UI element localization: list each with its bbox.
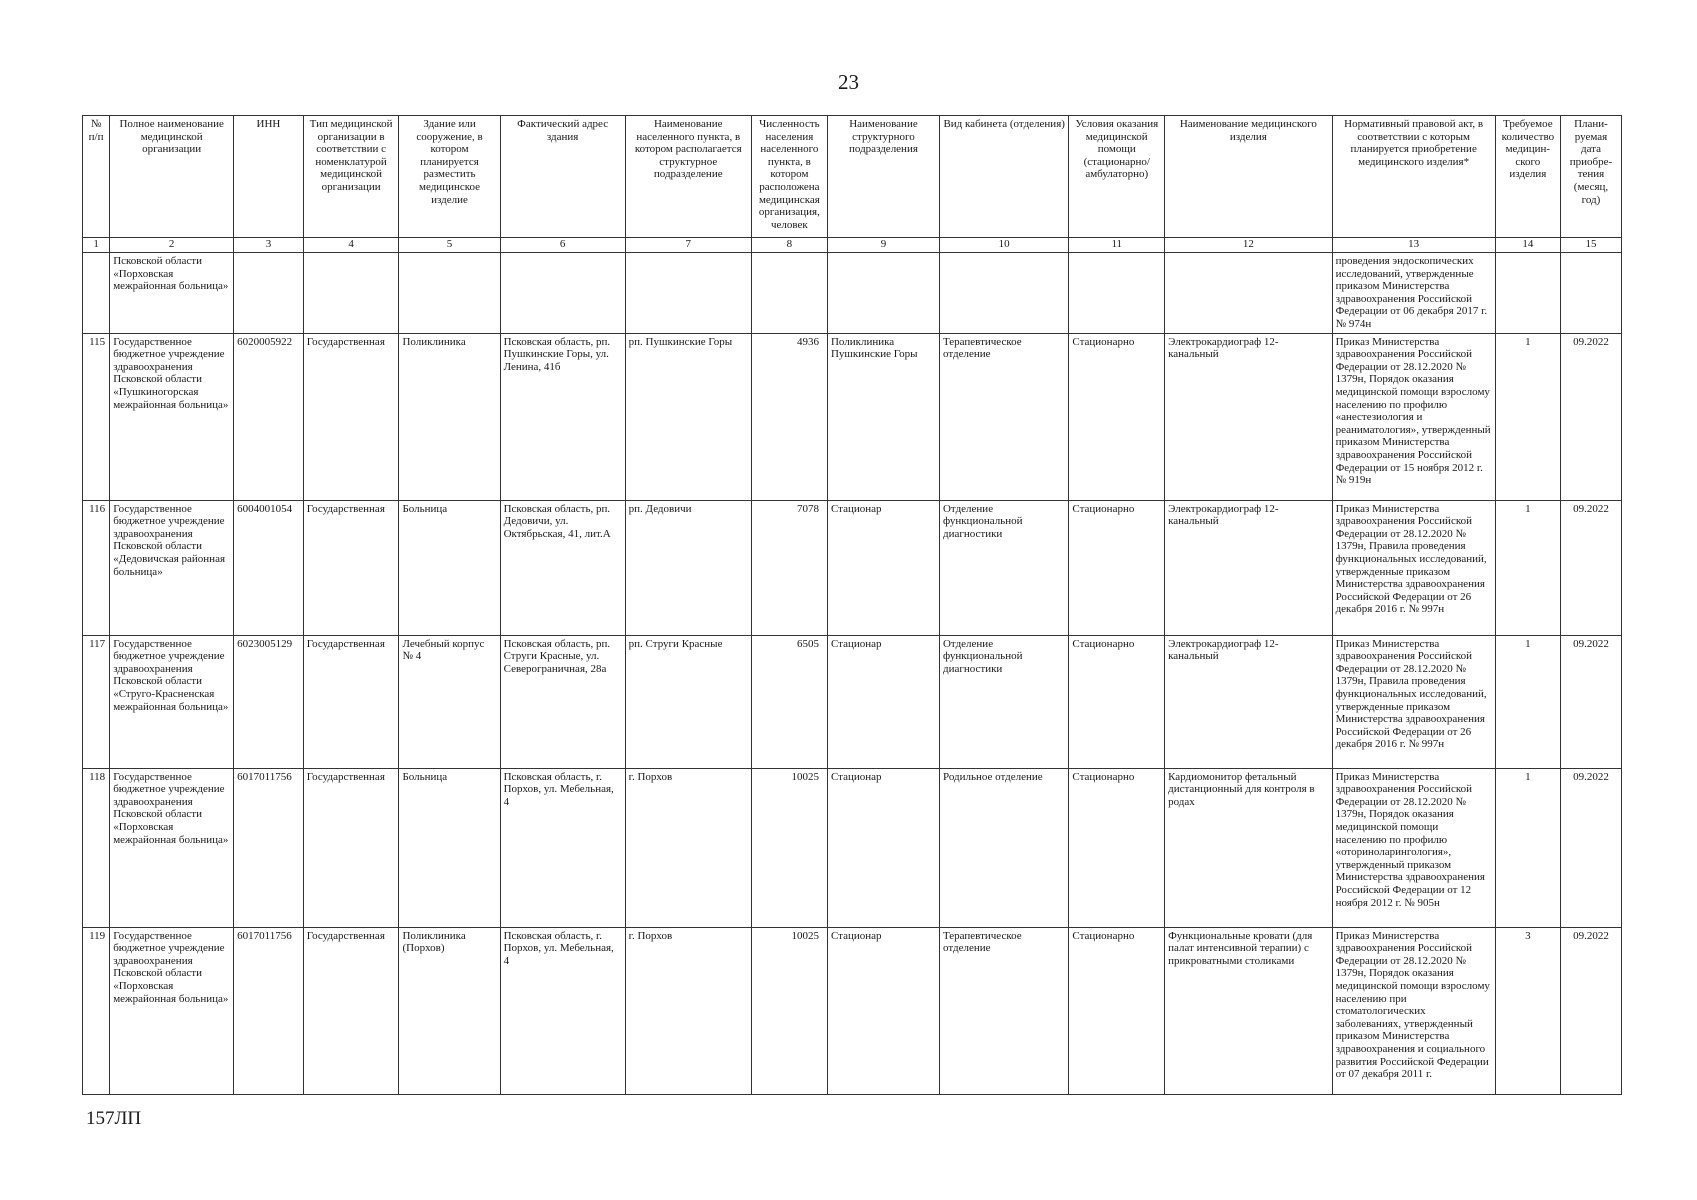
cell-population: 7078 (751, 500, 827, 635)
cell-building: Лечебный корпус № 4 (399, 635, 500, 768)
cell-conditions (1069, 253, 1165, 334)
cell-number: 115 (83, 333, 110, 500)
cell-type: Государственная (303, 635, 399, 768)
cell-type: Государственная (303, 768, 399, 927)
cell-organization: Государственное бюджетное учреждение здравоохранения Псковской области «Порховская межрайонная больница» (110, 927, 234, 1094)
cell-date: 09.2022 (1560, 768, 1621, 927)
cell-device: Электрокардиограф 12-канальный (1165, 333, 1332, 500)
medical-equipment-table (82, 115, 1622, 1095)
cell-quantity: 1 (1495, 500, 1560, 635)
cell-date (1560, 253, 1621, 334)
cell-conditions: Стационарно (1069, 500, 1165, 635)
cell-inn: 6023005129 (234, 635, 304, 768)
cell-legal-act: Приказ Министерства здравоохранения Российской Федерации от 28.12.2020 № 1379н, Порядок оказания медицинской помощи взрослому населению при стоматологических заболеваниях, утвержденный приказом Министерства здравоохранения и социального развития Российской Федерации от 07 декабря 2011 г. (1332, 927, 1495, 1094)
column-header: Требуемое количество медицин-ского изделия (1495, 116, 1560, 238)
cell-inn: 6017011756 (234, 768, 304, 927)
cell-quantity: 3 (1495, 927, 1560, 1094)
table-row (83, 768, 1622, 927)
cell-unit: Стационар (827, 635, 939, 768)
column-header: Плани-руемая дата приобре-тения (месяц, год) (1560, 116, 1621, 238)
cell-number: 118 (83, 768, 110, 927)
cell-population: 6505 (751, 635, 827, 768)
cell-organization: Псковской области «Порховская межрайонная больница» (110, 253, 234, 334)
column-number: 12 (1165, 238, 1332, 253)
cell-inn (234, 253, 304, 334)
table-row (83, 927, 1622, 1094)
cell-address: Псковская область, г. Порхов, ул. Мебельная, 4 (500, 927, 625, 1094)
table-row (83, 635, 1622, 768)
cell-locality: рп. Пушкинские Горы (625, 333, 751, 500)
cell-room (939, 253, 1068, 334)
cell-organization: Государственное бюджетное учреждение здравоохранения Псковской области «Пушкиногорская межрайонная больница» (110, 333, 234, 500)
cell-number: 119 (83, 927, 110, 1094)
cell-building: Больница (399, 768, 500, 927)
cell-quantity: 1 (1495, 333, 1560, 500)
column-header: Нормативный правовой акт, в соответствии с которым планируется приобретение медицинского изделия* (1332, 116, 1495, 238)
cell-locality: рп. Струги Красные (625, 635, 751, 768)
page-number: 23 (838, 70, 859, 94)
cell-legal-act: Приказ Министерства здравоохранения Российской Федерации от 28.12.2020 № 1379н, Правила проведения функциональных исследований, утвержденные приказом Министерства здравоохранения Российской Федерации от 26 декабря 2016 г. № 997н (1332, 635, 1495, 768)
cell-legal-act: Приказ Министерства здравоохранения Российской Федерации от 28.12.2020 № 1379н, Порядок оказания медицинской помощи населению по профилю «оториноларингология», утвержденный приказом Министерства здравоохранения Российской Федерации от 12 ноября 2012 г. № 905н (1332, 768, 1495, 927)
column-header: Наименование медицинского изделия (1165, 116, 1332, 238)
cell-device: Электрокардиограф 12-канальный (1165, 500, 1332, 635)
cell-address: Псковская область, рп. Дедовичи, ул. Октябрьская, 41, лит.А (500, 500, 625, 635)
column-number-row (83, 238, 1622, 253)
cell-conditions: Стационарно (1069, 768, 1165, 927)
column-number: 10 (939, 238, 1068, 253)
cell-conditions: Стационарно (1069, 635, 1165, 768)
column-number: 2 (110, 238, 234, 253)
document-code: 157ЛП (86, 1108, 142, 1129)
cell-population: 4936 (751, 333, 827, 500)
cell-quantity (1495, 253, 1560, 334)
cell-address: Псковская область, рп. Струги Красные, ул. Северограничная, 28а (500, 635, 625, 768)
column-header: Вид кабинета (отделения) (939, 116, 1068, 238)
cell-address (500, 253, 625, 334)
cell-organization: Государственное бюджетное учреждение здравоохранения Псковской области «Порховская межрайонная больница» (110, 768, 234, 927)
column-number: 4 (303, 238, 399, 253)
cell-legal-act: проведения эндоскопических исследований, утвержденные приказом Министерства здравоохранения Российской Федерации от 06 декабря 2017 г. № 974н (1332, 253, 1495, 334)
column-header: Наименование населенного пункта, в котором располагается структурное подразделение (625, 116, 751, 238)
column-number: 13 (1332, 238, 1495, 253)
cell-type: Государственная (303, 500, 399, 635)
header-row (83, 116, 1622, 238)
column-number: 5 (399, 238, 500, 253)
cell-date: 09.2022 (1560, 927, 1621, 1094)
column-header: Полное наименование медицинской организации (110, 116, 234, 238)
cell-organization: Государственное бюджетное учреждение здравоохранения Псковской области «Дедовичская районная больница» (110, 500, 234, 635)
cell-conditions: Стационарно (1069, 927, 1165, 1094)
cell-room: Терапевтическое отделение (939, 927, 1068, 1094)
cell-type: Государственная (303, 927, 399, 1094)
cell-room: Отделение функциональной диагностики (939, 500, 1068, 635)
cell-number: 116 (83, 500, 110, 635)
cell-device: Электрокардиограф 12-канальный (1165, 635, 1332, 768)
cell-locality: рп. Дедовичи (625, 500, 751, 635)
column-header: Наименование структурного подразделения (827, 116, 939, 238)
cell-room: Отделение функциональной диагностики (939, 635, 1068, 768)
column-number: 7 (625, 238, 751, 253)
column-header: Численность населения населенного пункта, в котором расположена медицинская организация, человек (751, 116, 827, 238)
cell-population: 10025 (751, 768, 827, 927)
cell-building: Поликлиника (399, 333, 500, 500)
cell-date: 09.2022 (1560, 500, 1621, 635)
cell-inn: 6017011756 (234, 927, 304, 1094)
cell-locality (625, 253, 751, 334)
cell-number: 117 (83, 635, 110, 768)
continuation-row (83, 253, 1622, 334)
cell-population (751, 253, 827, 334)
cell-building: Больница (399, 500, 500, 635)
cell-unit: Поликлиника Пушкинские Горы (827, 333, 939, 500)
cell-unit (827, 253, 939, 334)
cell-device (1165, 253, 1332, 334)
cell-device: Функциональные кровати (для палат интенсивной терапии) с прикроватными столиками (1165, 927, 1332, 1094)
cell-organization: Государственное бюджетное учреждение здравоохранения Псковской области «Струго-Красненская межрайонная больница» (110, 635, 234, 768)
cell-quantity: 1 (1495, 635, 1560, 768)
column-number: 1 (83, 238, 110, 253)
cell-device: Кардиомонитор фетальный дистанционный для контроля в родах (1165, 768, 1332, 927)
column-number: 6 (500, 238, 625, 253)
column-number: 8 (751, 238, 827, 253)
cell-type: Государственная (303, 333, 399, 500)
cell-unit: Стационар (827, 500, 939, 635)
cell-address: Псковская область, г. Порхов, ул. Мебельная, 4 (500, 768, 625, 927)
column-number: 15 (1560, 238, 1621, 253)
cell-building (399, 253, 500, 334)
cell-address: Псковская область, рп. Пушкинские Горы, ул. Ленина, 41б (500, 333, 625, 500)
column-header: ИНН (234, 116, 304, 238)
cell-date: 09.2022 (1560, 333, 1621, 500)
cell-unit: Стационар (827, 927, 939, 1094)
table-row (83, 500, 1622, 635)
cell-date: 09.2022 (1560, 635, 1621, 768)
column-number: 11 (1069, 238, 1165, 253)
cell-quantity: 1 (1495, 768, 1560, 927)
cell-room: Терапевтическое отделение (939, 333, 1068, 500)
cell-inn: 6020005922 (234, 333, 304, 500)
column-header: Фактический адрес здания (500, 116, 625, 238)
cell-legal-act: Приказ Министерства здравоохранения Российской Федерации от 28.12.2020 № 1379н, Порядок оказания медицинской помощи взрослому населению по профилю «анестезиология и реаниматология», утвержденный приказом Министерства здравоохранения Российской Федерации от 15 ноября 2012 г. № 919н (1332, 333, 1495, 500)
column-number: 9 (827, 238, 939, 253)
cell-type (303, 253, 399, 334)
column-header: Тип медицинской организации в соответствии с номенклатурой медицинской организации (303, 116, 399, 238)
cell-population: 10025 (751, 927, 827, 1094)
cell-locality: г. Порхов (625, 927, 751, 1094)
cell-inn: 6004001054 (234, 500, 304, 635)
cell-conditions: Стационарно (1069, 333, 1165, 500)
column-header: Здание или сооружение, в котором планируется разместить медицинское изделие (399, 116, 500, 238)
cell-room: Родильное отделение (939, 768, 1068, 927)
column-header: № п/п (83, 116, 110, 238)
table-row (83, 333, 1622, 500)
column-number: 14 (1495, 238, 1560, 253)
cell-legal-act: Приказ Министерства здравоохранения Российской Федерации от 28.12.2020 № 1379н, Правила проведения функциональных исследований, утвержденные приказом Министерства здравоохранения Российской Федерации от 26 декабря 2016 г. № 997н (1332, 500, 1495, 635)
column-header: Условия оказания медицинской помощи (стационарно/ амбулаторно) (1069, 116, 1165, 238)
cell-building: Поликлиника (Порхов) (399, 927, 500, 1094)
cell-locality: г. Порхов (625, 768, 751, 927)
cell-unit: Стационар (827, 768, 939, 927)
cell-number (83, 253, 110, 334)
column-number: 3 (234, 238, 304, 253)
